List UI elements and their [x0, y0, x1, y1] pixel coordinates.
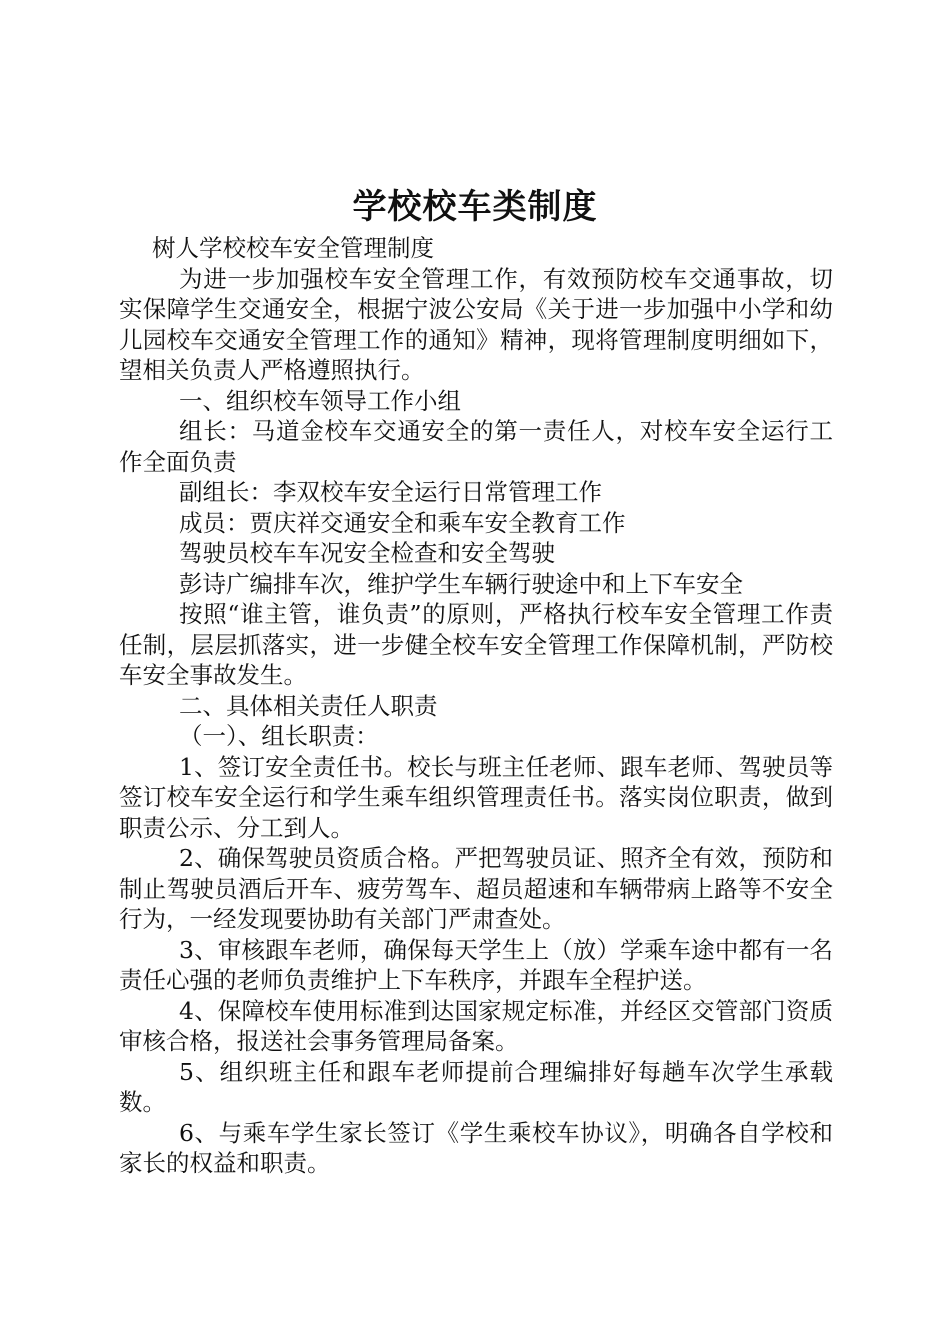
list-item-duty-1: 1、签订安全责任书。校长与班主任老师、跟车老师、驾驶员等签订校车安全运行和学生乘车组织管理责任书。落实岗位职责，做到职责公示、分工到人。 — [119, 752, 833, 842]
paragraph-school-name: 树人学校校车安全管理制度 — [152, 234, 434, 262]
document-title: 学校校车类制度 — [352, 187, 598, 227]
paragraph-responsibility-principle: 按照“谁主管，谁负责”的原则，严格执行校车安全管理工作责任制，层层抓落实，进一步健全校车安全管理工作保障机制，严防校车安全事故发生。 — [119, 600, 833, 689]
paragraph-scheduler: 彭诗广编排车次，维护学生车辆行驶途中和上下车安全 — [179, 569, 743, 598]
section-heading-duties: 二、具体相关责任人职责 — [179, 691, 438, 720]
paragraph-intro: 为进一步加强校车安全管理工作，有效预防校车交通事故，切实保障学生交通安全，根据宁波公安局《关于进一步加强中小学和幼儿园校车交通安全管理工作的通知》精神，现将管理制度明细如下，望相关负责人严格遵照执行。 — [119, 264, 833, 384]
paragraph-deputy-leader: 副组长：李双校车安全运行日常管理工作 — [179, 478, 602, 506]
list-item-duty-2: 2、确保驾驶员资质合格。严把驾驶员证、照齐全有效，预防和制止驾驶员酒后开车、疲劳驾车、超员超速和车辆带病上路等不安全行为，一经发现要协助有关部门严肃查处。 — [119, 844, 833, 933]
paragraph-driver: 驾驶员校车车况安全检查和安全驾驶 — [179, 539, 555, 567]
list-item-duty-4: 4、保障校车使用标准到达国家规定标准，并经区交管部门资质审核合格，报送社会事务管理局备案。 — [119, 996, 833, 1055]
paragraph-members: 成员：贾庆祥交通安全和乘车安全教育工作 — [179, 508, 626, 537]
list-item-duty-3: 3、审核跟车老师，确保每天学生上（放）学乘车途中都有一名责任心强的老师负责维护上下车秩序，并跟车全程护送。 — [119, 935, 833, 994]
section-heading-leadership-group: 一、组织校车领导工作小组 — [179, 386, 461, 415]
subsection-heading-leader-duties: （一）、组长职责： — [179, 722, 379, 750]
paragraph-group-leader: 组长：马道金校车交通安全的第一责任人，对校车安全运行工作全面负责 — [119, 417, 833, 476]
list-item-duty-5: 5、组织班主任和跟车老师提前合理编排好每趟车次学生承载数。 — [119, 1057, 833, 1116]
list-item-duty-6: 6、与乘车学生家长签订《学生乘校车协议》，明确各自学校和家长的权益和职责。 — [119, 1118, 833, 1177]
document-body — [119, 233, 833, 1179]
